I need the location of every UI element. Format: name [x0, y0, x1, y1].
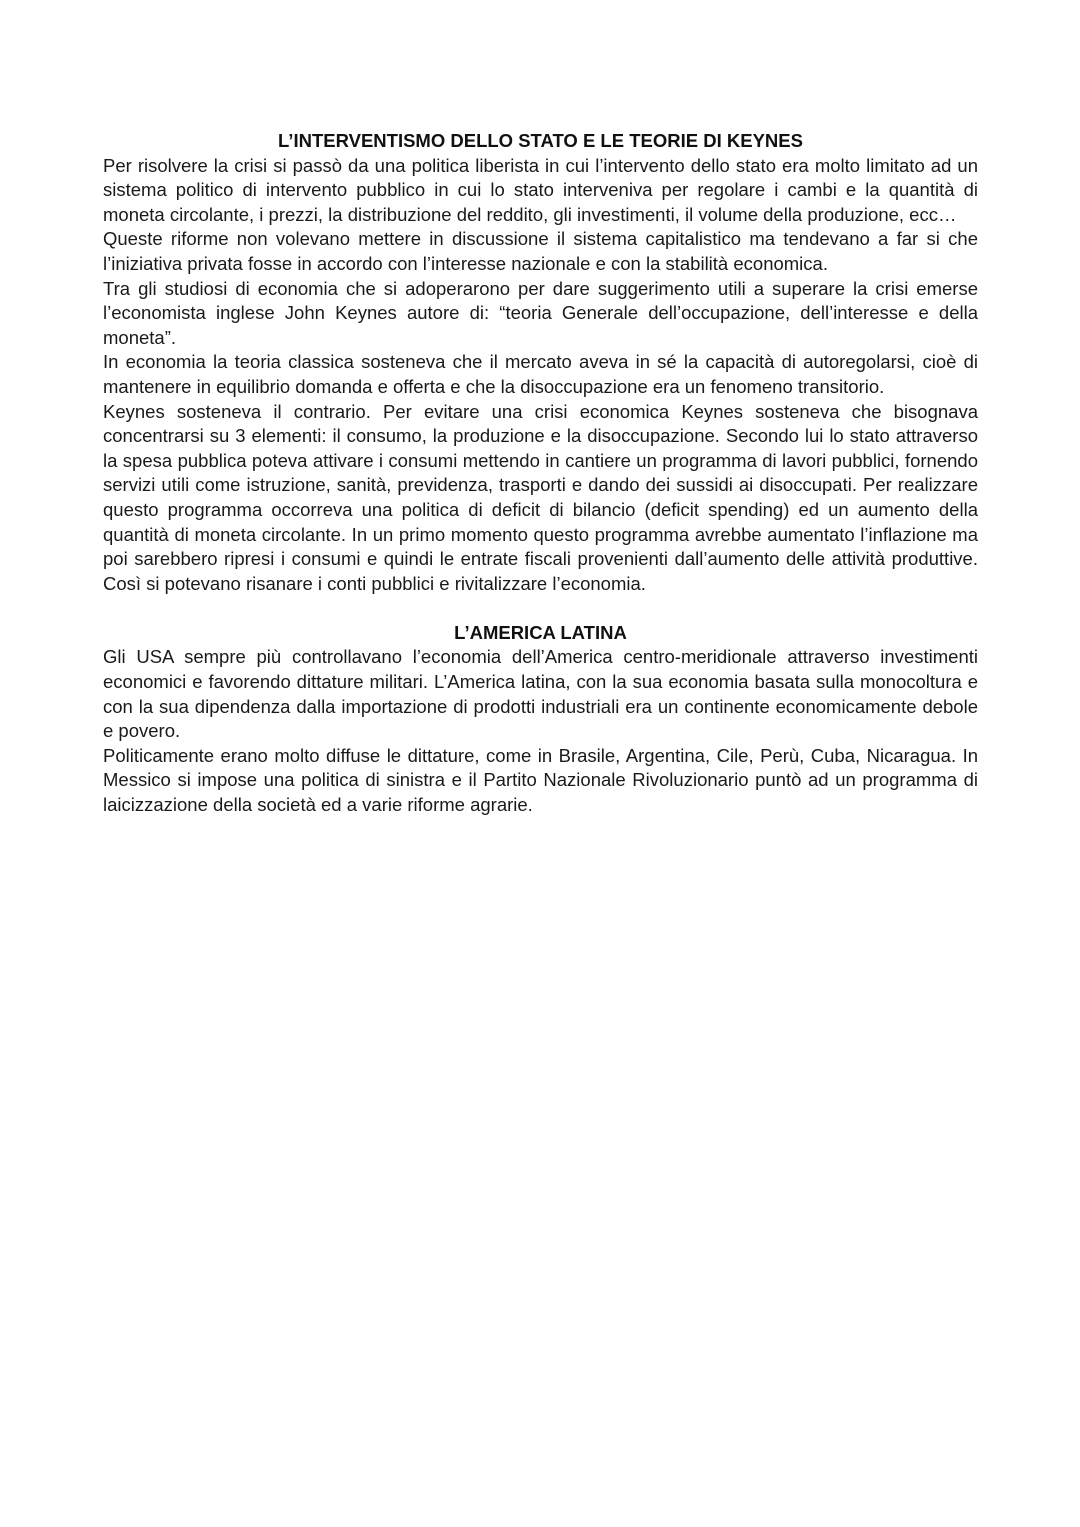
paragraph: Gli USA sempre più controllavano l’economia dell’America centro-meridionale attraverso investimenti economici e favorendo dittature militari. L’America latina, con la sua economia basata sulla monocoltura e con la sua dipendenza dalla importazione di prodotti industriali era un continente economicamente debole e povero. [103, 646, 978, 742]
paragraph: Keynes sosteneva il contrario. Per evitare una crisi economica Keynes sosteneva che bisognava concentrarsi su 3 elementi: il consumo, la produzione e la disoccupazione. Secondo lui lo stato attraverso la spesa pubblica poteva attivare i consumi mettendo in cantiere un programma di lavori pubblici, fornendo servizi utili come istruzione, sanità, previdenza, trasporti e dando dei sussidi ai disoccupati. Per realizzare questo programma occorreva una politica di deficit di bilancio (deficit spending) ed un aumento della quantità di moneta circolante. In un primo momento questo programma avrebbe aumentato l’inflazione ma poi sarebbero ripresi i consumi e quindi le entrate fiscali provenienti dall’aumento delle attività produttive. Così si potevano risanare i conti pubblici e rivitalizzare l’economia. [103, 400, 978, 594]
section-america-latina [103, 621, 978, 818]
paragraph: Politicamente erano molto diffuse le dittature, come in Brasile, Argentina, Cile, Perù, Cuba, Nicaragua. In Messico si impose una politica di sinistra e il Partito Nazionale Rivoluzionario puntò ad un programma di laicizzazione della società ed a varie riforme agrarie. [103, 744, 978, 816]
paragraph: In economia la teoria classica sosteneva che il mercato aveva in sé la capacità di autoregolarsi, cioè di mantenere in equilibrio domanda e offerta e che la disoccupazione era un fenomeno transitorio. [103, 351, 978, 397]
section-spacer [103, 596, 978, 621]
section-title: L’AMERICA LATINA [454, 621, 627, 643]
paragraph: Per risolvere la crisi si passò da una politica liberista in cui l’intervento dello stato era molto limitato ad un sistema politico di intervento pubblico in cui lo stato interveniva per regolare i cambi e la quantità di moneta circolante, i prezzi, la distribuzione del reddito, gli investimenti, il volume della produzione, ecc… [103, 154, 978, 225]
paragraph: Queste riforme non volevano mettere in discussione il sistema capitalistico ma tendevano a far si che l’iniziativa privata fosse in accordo con l’interesse nazionale e con la stabilità economica. [103, 228, 978, 274]
document-page [103, 129, 978, 818]
section-keynes [103, 129, 978, 596]
section-title: L’INTERVENTISMO DELLO STATO E LE TEORIE DI KEYNES [278, 130, 803, 151]
paragraph: Tra gli studiosi di economia che si adoperarono per dare suggerimento utili a superare la crisi emerse l’economista inglese John Keynes autore di: “teoria Generale dell’occupazione, dell’interesse e della moneta”. [103, 277, 978, 348]
